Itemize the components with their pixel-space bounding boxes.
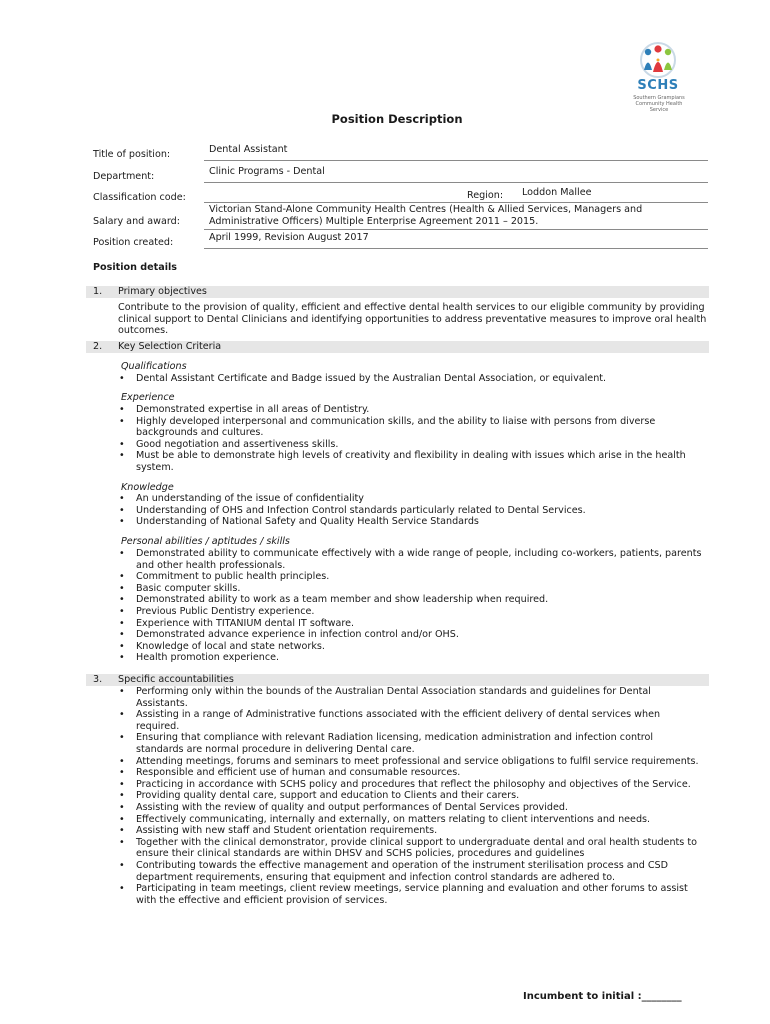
subheading-personal-abilities: Personal abilities / aptitudes / skills [121, 536, 290, 547]
section-title: Specific accountabilities [118, 674, 234, 685]
list-item: • Demonstrated advance experience in infection control and/or OHS. [118, 629, 703, 641]
subheading-knowledge: Knowledge [121, 482, 174, 493]
list-item: • Participating in team meetings, client review meetings, service planning and evaluation and other forums to assist with the effective and efficient provision of services. [118, 883, 703, 906]
list-item: • Contributing towards the effective management and operation of the instrument sterilisation process and CSD department requirements, ensuring that equipment and infection control standards are adhered to. [118, 860, 703, 883]
list-item: • Must be able to demonstrate high levels of creativity and flexibility in dealing with issues which arise in the health system. [118, 450, 703, 473]
list-item: • An understanding of the issue of confidentiality [118, 493, 703, 505]
incumbent-initial-field[interactable]: Incumbent to initial :________ [523, 991, 682, 1002]
divider [204, 160, 708, 161]
list-item: • Assisting in a range of Administrative functions associated with the efficient delivery of dental services when required. [118, 709, 703, 732]
logo-wordmark: SCHS [637, 78, 679, 93]
section-number: 2. [93, 341, 103, 352]
list-item: • Good negotiation and assertiveness skills. [118, 439, 703, 451]
list-item: • Demonstrated ability to work as a team member and show leadership when required. [118, 594, 703, 606]
list-item: • Together with the clinical demonstrator, provide clinical support to undergraduate dental and oral health students to ensure their clinical standards are within DHSV and SCHS policies, procedures and guidelines [118, 837, 703, 860]
salary-value: Victorian Stand-Alone Community Health Centres (Health & Allied Services, Managers and Administrative Officers) Multiple Enterprise Agreement 2011 – 2015. [209, 204, 643, 227]
section-title: Key Selection Criteria [118, 341, 222, 352]
list-item: • Performing only within the bounds of the Australian Dental Association standards and guidelines for Dental Assistants. [118, 686, 703, 709]
people-circle-icon [626, 40, 696, 80]
list-item: • Knowledge of local and state networks. [118, 641, 703, 653]
list-item: • Ensuring that compliance with relevant Radiation licensing, medication administration and infection control standards are normal procedure in delivering Dental care. [118, 732, 703, 755]
list-item: • Providing quality dental care, support and education to Clients and their carers. [118, 790, 703, 802]
list-item: • Attending meetings, forums and seminars to meet professional and service obligations to fulfil service requirements. [118, 756, 703, 768]
schs-logo [626, 40, 696, 113]
region-value: Loddon Mallee [522, 187, 592, 198]
list-item: • Highly developed interpersonal and communication skills, and the ability to liaise with persons from diverse backgrounds and cultures. [118, 416, 703, 439]
classification-label: Classification code: [93, 192, 186, 203]
created-value: April 1999, Revision August 2017 [209, 232, 369, 243]
section-number: 1. [93, 286, 103, 297]
qualifications-list [118, 373, 703, 385]
list-item: • Assisting with new staff and Student orientation requirements. [118, 825, 703, 837]
subheading-qualifications: Qualifications [121, 361, 187, 372]
salary-label: Salary and award: [93, 216, 180, 227]
divider [204, 229, 708, 230]
title-value: Dental Assistant [209, 144, 288, 155]
list-item: • Demonstrated expertise in all areas of Dentistry. [118, 404, 703, 416]
department-value: Clinic Programs - Dental [209, 166, 325, 177]
department-label: Department: [93, 171, 155, 182]
list-item: • Health promotion experience. [118, 652, 703, 664]
list-item: • Responsible and efficient use of human and consumable resources. [118, 767, 703, 779]
divider [204, 202, 708, 203]
section-number: 3. [93, 674, 103, 685]
knowledge-list [118, 493, 703, 528]
divider [204, 248, 708, 249]
list-item: • Dental Assistant Certificate and Badge issued by the Australian Dental Association, or equivalent. [118, 373, 703, 385]
experience-list [118, 404, 703, 474]
list-item: • Understanding of National Safety and Quality Health Service Standards [118, 516, 703, 528]
list-item: • Effectively communicating, internally and externally, on matters relating to client interventions and needs. [118, 814, 703, 826]
list-item: • Experience with TITANIUM dental IT software. [118, 618, 703, 630]
divider [204, 182, 708, 183]
title-label: Title of position: [93, 149, 171, 160]
list-item: • Demonstrated ability to communicate effectively with a wide range of people, including co-workers, patients, parents and other health professionals. [118, 548, 703, 571]
page-title: Position Description [331, 112, 463, 126]
personal-abilities-list [118, 548, 703, 664]
section-title: Primary objectives [118, 286, 207, 297]
region-label: Region: [467, 190, 504, 201]
created-label: Position created: [93, 237, 174, 248]
accountabilities-list [118, 686, 703, 906]
list-item: • Commitment to public health principles. [118, 571, 703, 583]
list-item: • Assisting with the review of quality and output performances of Dental Services provided. [118, 802, 703, 814]
details-heading: Position details [93, 262, 177, 273]
logo-subtitle: Southern Grampians Community Health Service [633, 95, 685, 113]
primary-objective-text: Contribute to the provision of quality, efficient and effective dental health services to our eligible community by providing clinical support to Dental Clinicians and identifying opportunities to address preventative measures to improve oral health outcomes. [118, 302, 707, 337]
list-item: • Previous Public Dentistry experience. [118, 606, 703, 618]
list-item: • Practicing in accordance with SCHS policy and procedures that reflect the philosophy and objectives of the Service. [118, 779, 703, 791]
list-item: • Understanding of OHS and Infection Control standards particularly related to Dental Services. [118, 505, 703, 517]
list-item: • Basic computer skills. [118, 583, 703, 595]
subheading-experience: Experience [121, 392, 175, 403]
